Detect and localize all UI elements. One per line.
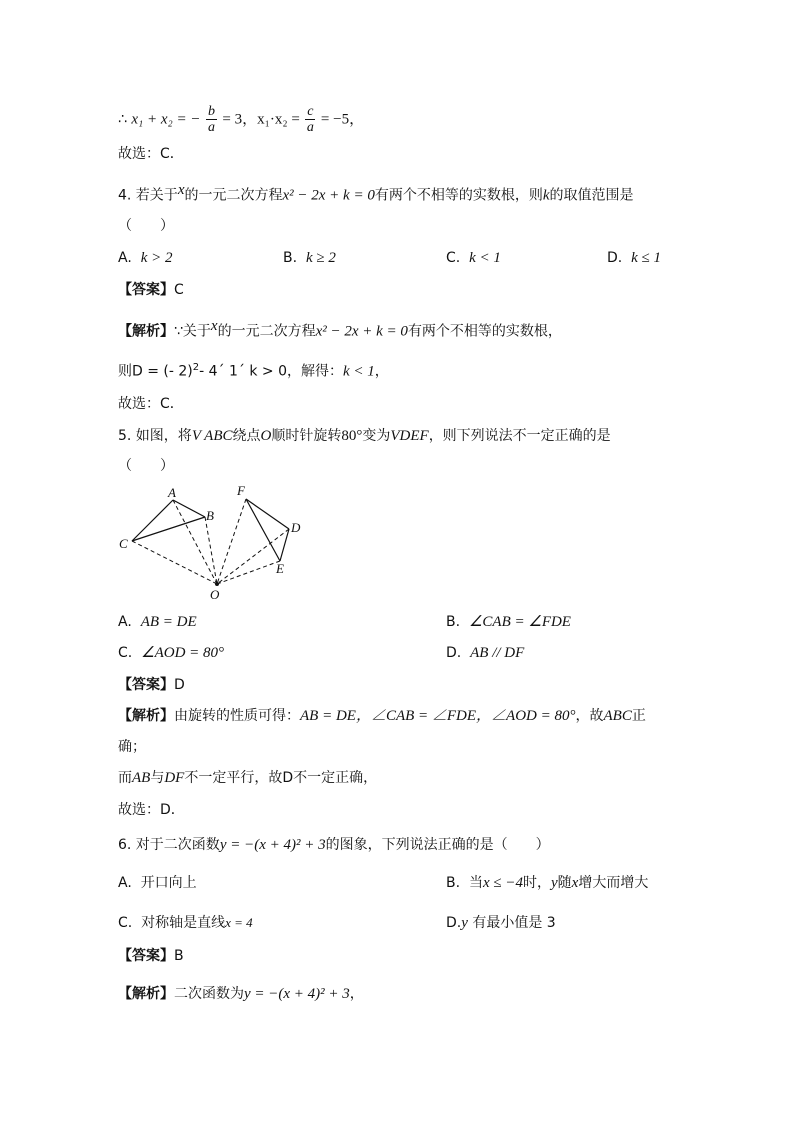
q5-pick: 故选：D． bbox=[118, 802, 185, 818]
label-e: E bbox=[276, 561, 284, 576]
segment-fe bbox=[246, 499, 280, 561]
q4-option-d[interactable]: D. k ≤ 1 bbox=[607, 250, 662, 266]
segment-cb bbox=[132, 517, 205, 541]
segment-de bbox=[280, 529, 289, 561]
q6-analysis-1: 【解析】二次函数为y = −(x + 4)² + 3， bbox=[118, 986, 364, 1002]
q5-analysis-2: 确； bbox=[118, 739, 146, 755]
q4-pick: 故选：C． bbox=[118, 396, 184, 412]
dashed-fo bbox=[217, 499, 246, 584]
fraction-b-a: $\frac{b}{a}$ bbox=[207, 104, 215, 135]
q4-option-b[interactable]: B. k ≥ 2 bbox=[283, 250, 336, 266]
formula-line: ∴ x₁ + x₂ = − $\frac{b}{a}$ = 3，x₁·x₂ = $\frac{c}{a}$ = −5， bbox=[118, 104, 365, 135]
fraction-c-a: $\frac{c}{a}$ bbox=[306, 104, 314, 135]
q6-option-b[interactable]: B. 当x ≤ −4时，y随x增大而增大 bbox=[446, 875, 649, 891]
q4-paren: （ ） bbox=[118, 218, 174, 234]
q5-analysis-1: 【解析】由旋转的性质可得：AB = DE，∠CAB = ∠FDE，∠AOD = 80°，故ABC正 bbox=[118, 708, 646, 724]
q4-answer: 【答案】C bbox=[118, 282, 184, 298]
q5-option-a[interactable]: A. AB = DE bbox=[118, 614, 197, 630]
q5-option-d[interactable]: D. AB // DF bbox=[446, 645, 525, 661]
q6-option-d[interactable]: D.y 有最小值是 3 bbox=[446, 915, 556, 931]
q6-answer: 【答案】B bbox=[118, 948, 184, 964]
q4-stem: 4. 若关于$^x$的一元二次方程x² − 2x + k = 0有两个不相等的实数根，则k的取值范围是 bbox=[118, 182, 634, 204]
label-o: O bbox=[210, 587, 220, 602]
dashed-eo bbox=[217, 561, 280, 584]
q5-stem: 5. 如图，将V ABC绕点O顺时针旋转80°变为VDEF，则下列说法不一定正确的是 bbox=[118, 428, 611, 444]
q5-option-c[interactable]: C. ∠AOD = 80° bbox=[118, 645, 225, 661]
segment-fd bbox=[246, 499, 289, 529]
label-b: B bbox=[206, 508, 214, 523]
label-c: C bbox=[119, 536, 128, 551]
label-f: F bbox=[237, 483, 245, 498]
label-a: A bbox=[168, 485, 176, 500]
q4-analysis-1: 【解析】∵关于$^x$的一元二次方程x² − 2x + k = 0有两个不相等的实数根， bbox=[118, 318, 562, 340]
point-o bbox=[215, 582, 219, 586]
q6-stem: 6. 对于二次函数y = −(x + 4)² + 3的图象，下列说法正确的是（ ） bbox=[118, 837, 550, 853]
dashed-bo bbox=[205, 517, 217, 584]
dashed-co bbox=[132, 541, 217, 584]
q5-answer: 【答案】D bbox=[118, 677, 185, 693]
q4-option-c[interactable]: C. k < 1 bbox=[446, 250, 501, 266]
label-d: D bbox=[291, 520, 301, 535]
q4-option-a[interactable]: A. k > 2 bbox=[118, 250, 173, 266]
rotation-diagram bbox=[110, 482, 320, 602]
q5-paren: （ ） bbox=[118, 458, 174, 474]
q5-analysis-3: 而AB与DF不一定平行，故D不一定正确， bbox=[118, 770, 378, 786]
q6-option-c[interactable]: C. 对称轴是直线x = 4 bbox=[118, 915, 253, 931]
q5-option-b[interactable]: B. ∠CAB = ∠FDE bbox=[446, 614, 571, 630]
choice-line: 故选：C． bbox=[118, 146, 184, 162]
q6-option-a[interactable]: A. 开口向上 bbox=[118, 875, 197, 891]
q4-analysis-2: 则D = (- 2)$^2$- 4´ 1´ k > 0，解得：k < 1， bbox=[118, 362, 389, 380]
